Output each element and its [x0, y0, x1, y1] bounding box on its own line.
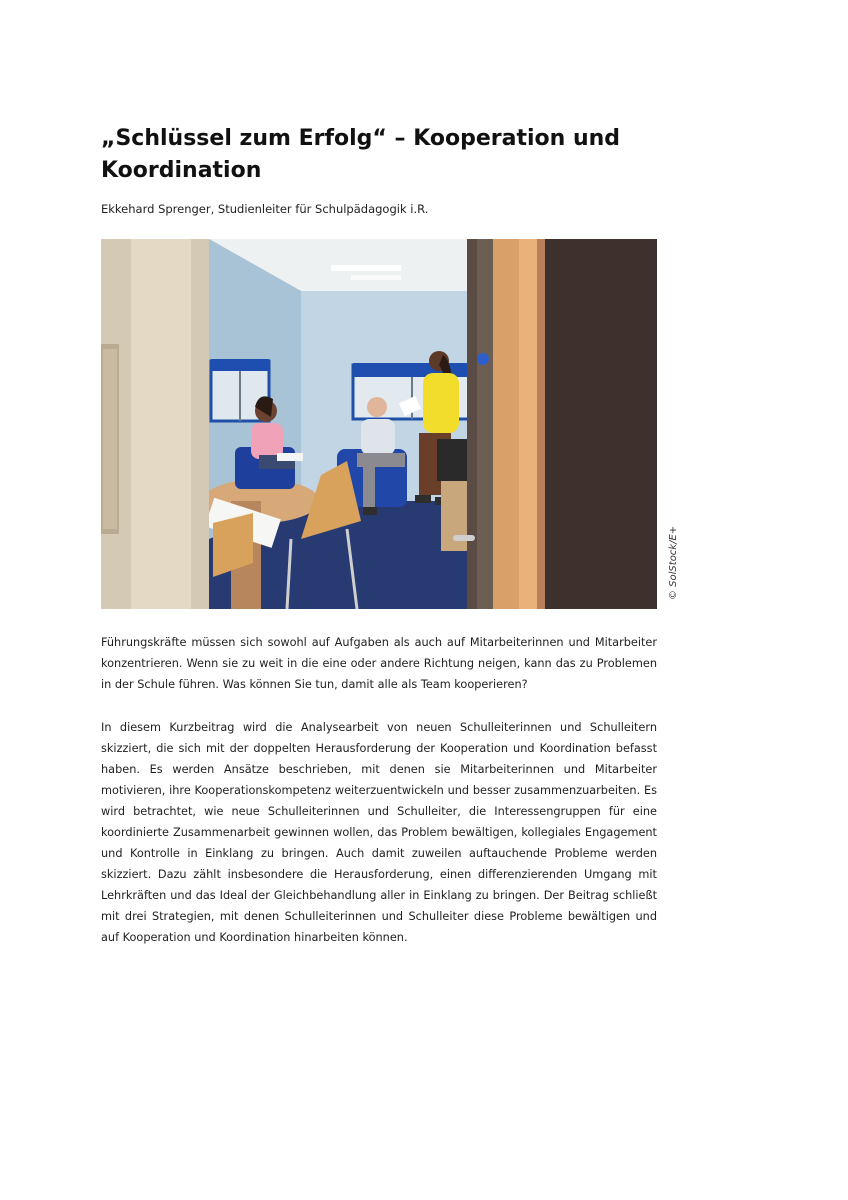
paragraph-summary: In diesem Kurzbeitrag wird die Analysearbeit von neuen Schulleiterinnen und Schulleitern skizziert, die sich mit der doppelten Herausforderung der Kooperation und Koordination befasst haben. Es werden Ansätze beschrieben, mit denen sie Mitarbeiterinnen und Mitarbeiter motivieren, ihre Kooperationskompetenz weiterzuentwickeln und besser zusammenzuarbeiten. Es wird betrachtet, wie neue Schulleiterinnen und Schulleiter, die Interessengruppen für eine koordinierte Zusammenarbeit gewinnen wollen, das Problem bewältigen, kollegiales Engagement und Kontrolle in Einklang zu bringen. Auch damit zuweilen auftauchende Probleme werden skizziert. Dazu zählt insbesondere die Herausforderung, einen differenzierenden Umgang mit Lehrkräften und das Ideal der Gleichbehandlung aller in Einklang zu bringen. Der Beitrag schließt mit drei Strategien, mit denen Schulleiterinnen und Schulleiter diese Probleme bewältigen und auf Kooperation und Koordination hinarbeiten können.	[101, 721, 657, 944]
article-title: „Schlüssel zum Erfolg“ – Kooperation und Koordination	[101, 126, 621, 183]
article-photo	[101, 239, 657, 609]
image-credit: © SolStock/E+	[668, 525, 679, 600]
author-line: Ekkehard Sprenger, Studienleiter für Schulpädagogik i.R.	[101, 202, 429, 216]
paragraph-intro: Führungskräfte müssen sich sowohl auf Aufgaben als auch auf Mitarbeiterinnen und Mitarbeiter konzentrieren. Wenn sie zu weit in die eine oder andere Richtung neigen, kann das zu Problemen in der Schule führen. Was können Sie tun, damit alle als Team kooperieren?	[101, 636, 657, 691]
